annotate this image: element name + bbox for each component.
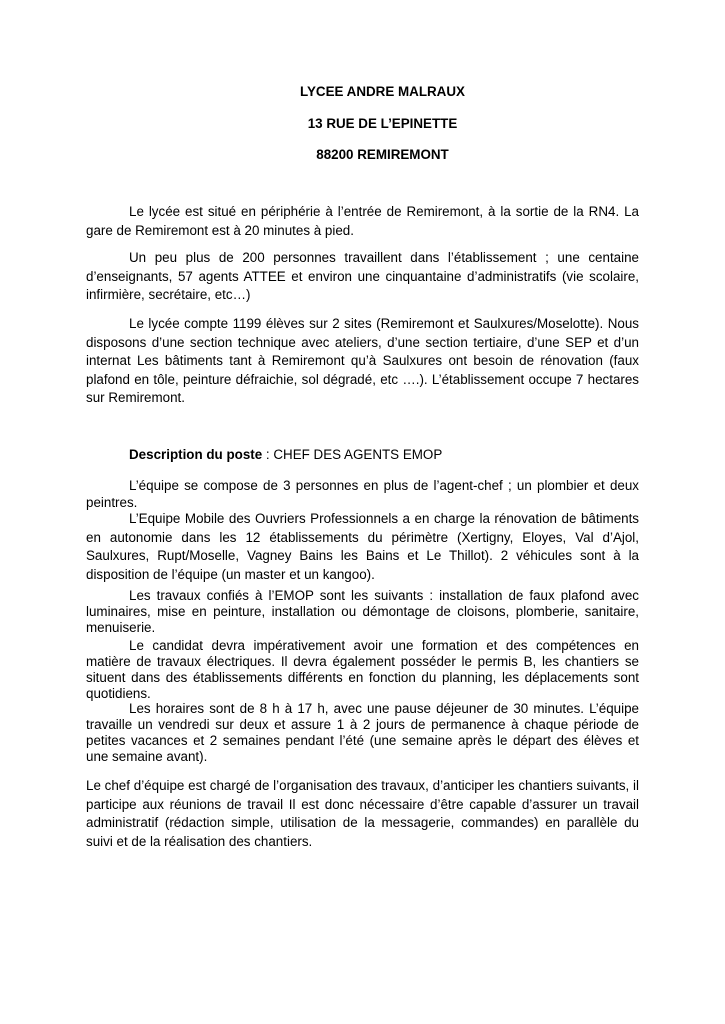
- intro-paragraph-location: Le lycée est situé en périphérie à l’entrée de Remiremont, à la sortie de la RN4. La gare de Remiremont est à 20 minutes à pied.: [86, 204, 639, 238]
- team-paragraph: L’équipe se compose de 3 personnes en plus de l’agent-chef ; un plombier et deux peintres.: [86, 478, 639, 510]
- intro-paragraph-students: Le lycée compte 1199 élèves sur 2 sites (Remiremont et Saulxures/Moselotte). Nous disposons d’une section technique avec ateliers, d’une section tertiaire, d’une SEP et d’un internat Les bâtiments tant à Remiremont qu’à Saulxures ont besoin de rénovation (faux plafond en tôle, peinture défraichie, sol dégradé, etc ….). L’établissement occupe 7 hectares sur Remiremont.: [86, 316, 639, 405]
- job-description-line: [86, 446, 639, 465]
- school-name: LYCEE ANDRE MALRAUX: [300, 84, 465, 99]
- school-street: 13 RUE DE L’EPINETTE: [307, 116, 458, 131]
- schedule-paragraph: Les horaires sont de 8 h à 17 h, avec une pause déjeuner de 30 minutes. L’équipe travaille un vendredi sur deux et assure 1 à 2 jours de permanence à chaque période de petites vacances et 2 semaines pendant l’été (une semaine après le départ des élèves et une semaine avant).: [86, 701, 639, 764]
- school-city: 88200 REMIREMONT: [316, 147, 449, 162]
- works-paragraph: Les travaux confiés à l’EMOP sont les suivants : installation de faux plafond avec luminaires, mise en peinture, installation ou démontage de cloisons, plomberie, sanitaire, menuiserie.: [86, 588, 639, 635]
- team-leader-paragraph: Le chef d’équipe est chargé de l’organisation des travaux, d’anticiper les chantiers suivants, il participe aux réunions de travail Il est donc nécessaire d’être capable d’assurer un travail administratif (rédaction simple, utilisation de la messagerie, commandes) en parallèle du suivi et de la réalisation des chantiers.: [86, 778, 639, 849]
- job-description-separator: :: [262, 447, 274, 462]
- job-description-label: Description du poste: [129, 447, 263, 462]
- job-description-value: CHEF DES AGENTS EMOP: [273, 447, 443, 462]
- intro-paragraph-staff: Un peu plus de 200 personnes travaillent dans l’établissement ; une centaine d’enseignants, 57 agents ATTEE et environ une cinquantaine d’administratifs (vie scolaire, infirmière, secrétaire, etc…): [86, 250, 639, 302]
- emop-paragraph: L’Equipe Mobile des Ouvriers Professionnels a en charge la rénovation de bâtiments en autonomie dans les 12 établissements du périmètre (Xertigny, Eloyes, Val d’Ajol, Saulxures, Rupt/Moselle, Vagney Bains les Bains et Le Thillot). 2 véhicules sont à la disposition de l’équipe (un master et un kangoo).: [86, 511, 639, 582]
- candidate-paragraph: Le candidat devra impérativement avoir une formation et des compétences en matière de travaux électriques. Il devra également posséder le permis B, les chantiers se situent dans des établissements différents en fonction du planning, les déplacements sont quotidiens.: [86, 638, 639, 701]
